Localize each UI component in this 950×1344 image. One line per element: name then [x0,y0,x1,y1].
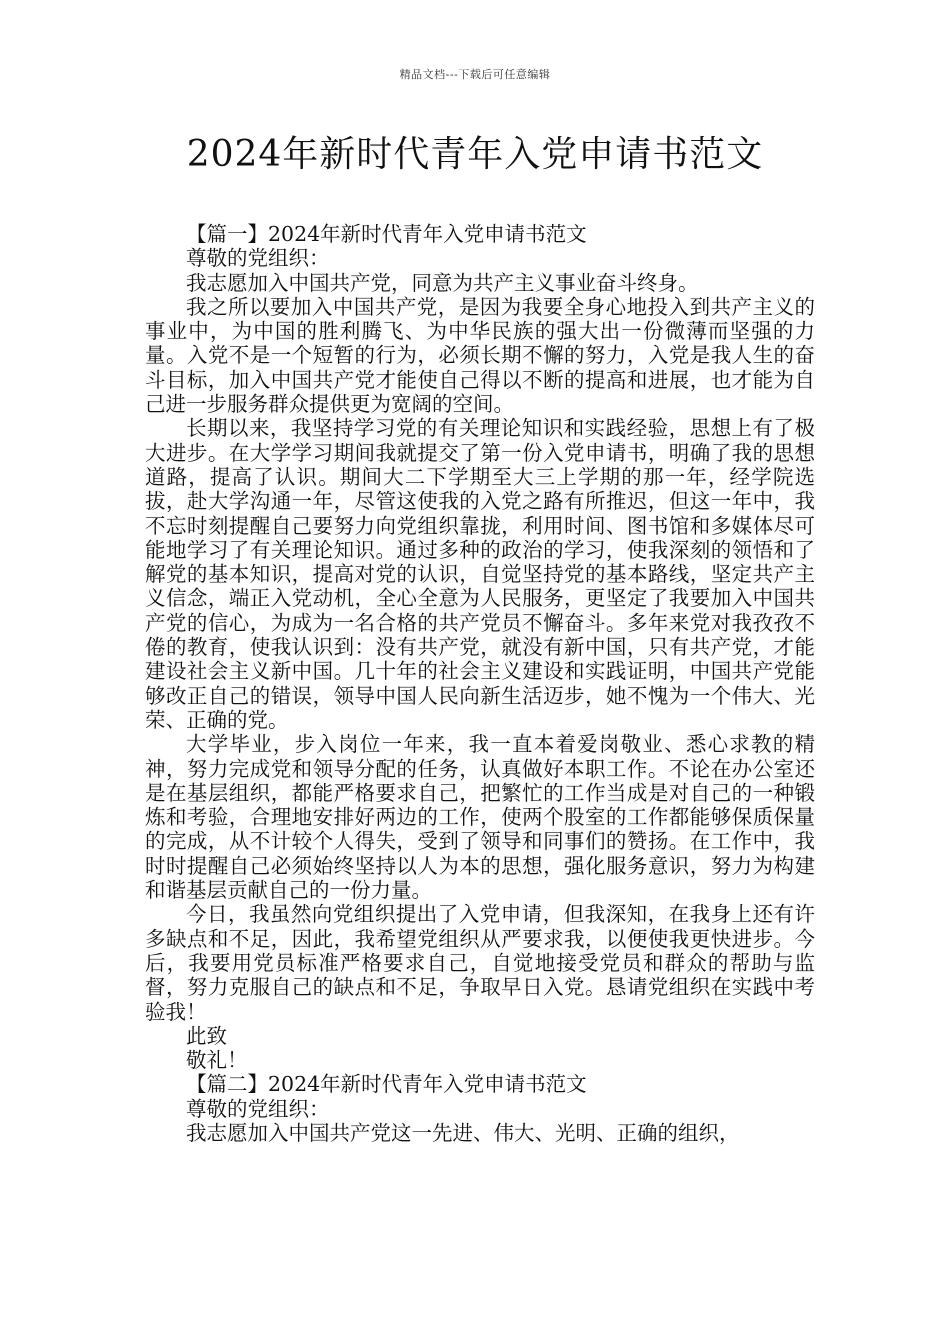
section-heading: 【篇一】2024年新时代青年入党申请书范文 [186,222,587,246]
document-title: 2024年新时代青年入党申请书范文 [186,134,764,175]
salutation: 尊敬的党组织： [186,1096,330,1121]
body-paragraph: 大学毕业，步入岗位一年来，我一直本着爱岗敬业、悉心求教的精神，努力完成党和领导分配的任务，认真做好本职工作。不论在办公室还是在基层组织，都能严格要求自己，把繁忙的工作当成是对自己的一种锻炼和考验，合理地安排好两边的工作，使两个股室的工作都能够保质保量的完成，从不计较个人得失，受到了领导和同事们的赞扬。在工作中，我时时提醒自己必须始终坚持以人为本的思想，强化服务意识，努力为构建和谐基层贡献自己的一份力量。 [145,732,815,903]
closing-line: 此致 [186,1023,227,1048]
salutation: 尊敬的党组织： [186,246,330,271]
document-body [145,222,815,1145]
body-paragraph: 我志愿加入中国共产党这一先进、伟大、光明、正确的组织， [186,1120,740,1145]
body-paragraph: 长期以来，我坚持学习党的有关理论知识和实践经验，思想上有了极大进步。在大学学习期间我就提交了第一份入党申请书，明确了我的思想道路，提高了认识。期间大二下学期至大三上学期的那一年，经学院选拔，赴大学沟通一年，尽管这使我的入党之路有所推迟，但这一年中，我不忘时刻提醒自己要努力向党组织靠拢，利用时间、图书馆和多媒体尽可能地学习了有关理论知识。通过多种的政治的学习，使我深刻的领悟和了解党的基本知识，提高对党的认识，自觉坚持党的基本路线，坚定共产主义信念，端正入党动机，全心全意为人民服务，更坚定了我要加入中国共产党的信心，为成为一名合格的共产党员不懈奋斗。多年来党对我孜孜不倦的教育，使我认识到：没有共产党，就没有新中国，只有共产党，才能建设社会主义新中国。几十年的社会主义建设和实践证明，中国共产党能够改正自己的错误，领导中国人民向新生活迈步，她不愧为一个伟大、光荣、正确的党。 [145,416,815,732]
body-paragraph: 今日，我虽然向党组织提出了入党申请，但我深知，在我身上还有许多缺点和不足，因此，我希望党组织从严要求我，以便使我更快进步。今后，我要用党员标准严格要求自己，自觉地接受党员和群众的帮助与监督，努力克服自己的缺点和不足，争取早日入党。恳请党组织在实践中考验我！ [145,902,815,1024]
section-heading: 【篇二】2024年新时代青年入党申请书范文 [186,1072,587,1097]
closing-line: 敬礼！ [186,1048,248,1073]
body-paragraph: 我志愿加入中国共产党，同意为共产主义事业奋斗终身。 [186,270,699,295]
body-paragraph: 我之所以要加入中国共产党，是因为我要全身心地投入到共产主义的事业中，为中国的胜利腾飞、为中华民族的强大出一份微薄而坚强的力量。入党不是一个短暂的行为，必须长期不懈的努力，入党是我人生的奋斗目标，加入中国共产党才能使自己得以不断的提高和进展，也才能为自己进一步服务群众提供更为宽阔的空间。 [145,294,815,417]
header-note: 精品文档---下载后可任意编辑 [399,68,551,81]
